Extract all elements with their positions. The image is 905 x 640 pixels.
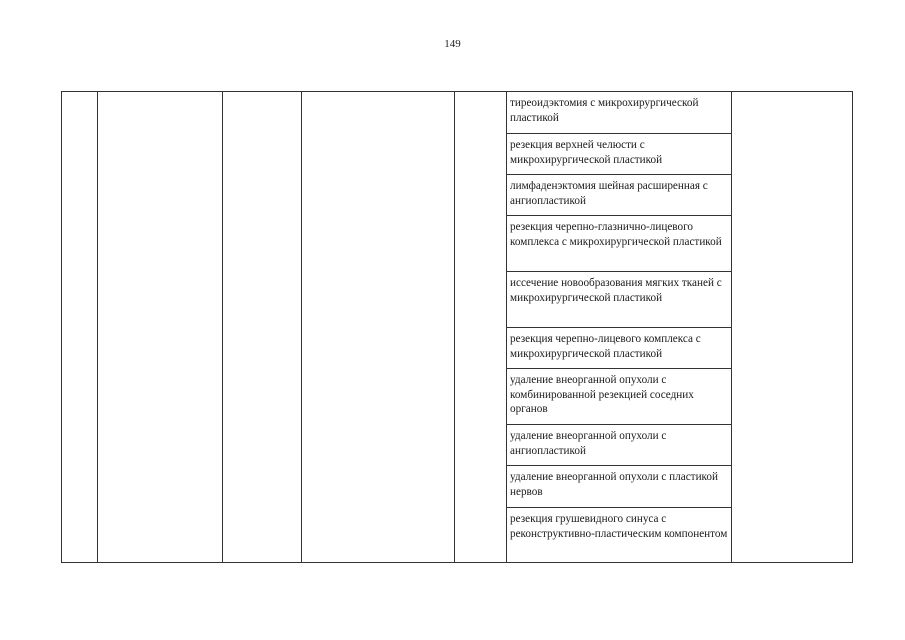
table-row: резекция черепно-лицевого комплекса с микрохирургической пластикой [506,327,732,368]
table-row: резекция верхней челюсти с микрохирургической пластикой [506,133,732,174]
table-row: удаление внеорганной опухоли с ангиопластикой [506,424,732,465]
table-row: лимфаденэктомия шейная расширенная с ангиопластикой [506,174,732,215]
table-row: удаление внеорганной опухоли с пластикой нервов [506,465,732,507]
table-row: удаление внеорганной опухоли с комбинированной резекцией соседних органов [506,368,732,424]
column-divider-2 [222,92,223,562]
column-divider-1 [97,92,98,562]
column-divider-4 [454,92,455,562]
table-row: тиреоидэктомия с микрохирургической пластикой [510,97,699,124]
table-row: резекция грушевидного синуса с реконструктивно-пластическим компонентом [506,507,732,562]
table-frame [61,91,853,563]
procedures-column [506,92,732,562]
page-number: 149 [444,38,461,50]
column-divider-3 [301,92,302,562]
table-row: иссечение новообразования мягких тканей с микрохирургической пластикой [506,271,732,327]
table-row: резекция черепно-глазнично-лицевого комплекса с микрохирургической пластикой [506,215,732,271]
